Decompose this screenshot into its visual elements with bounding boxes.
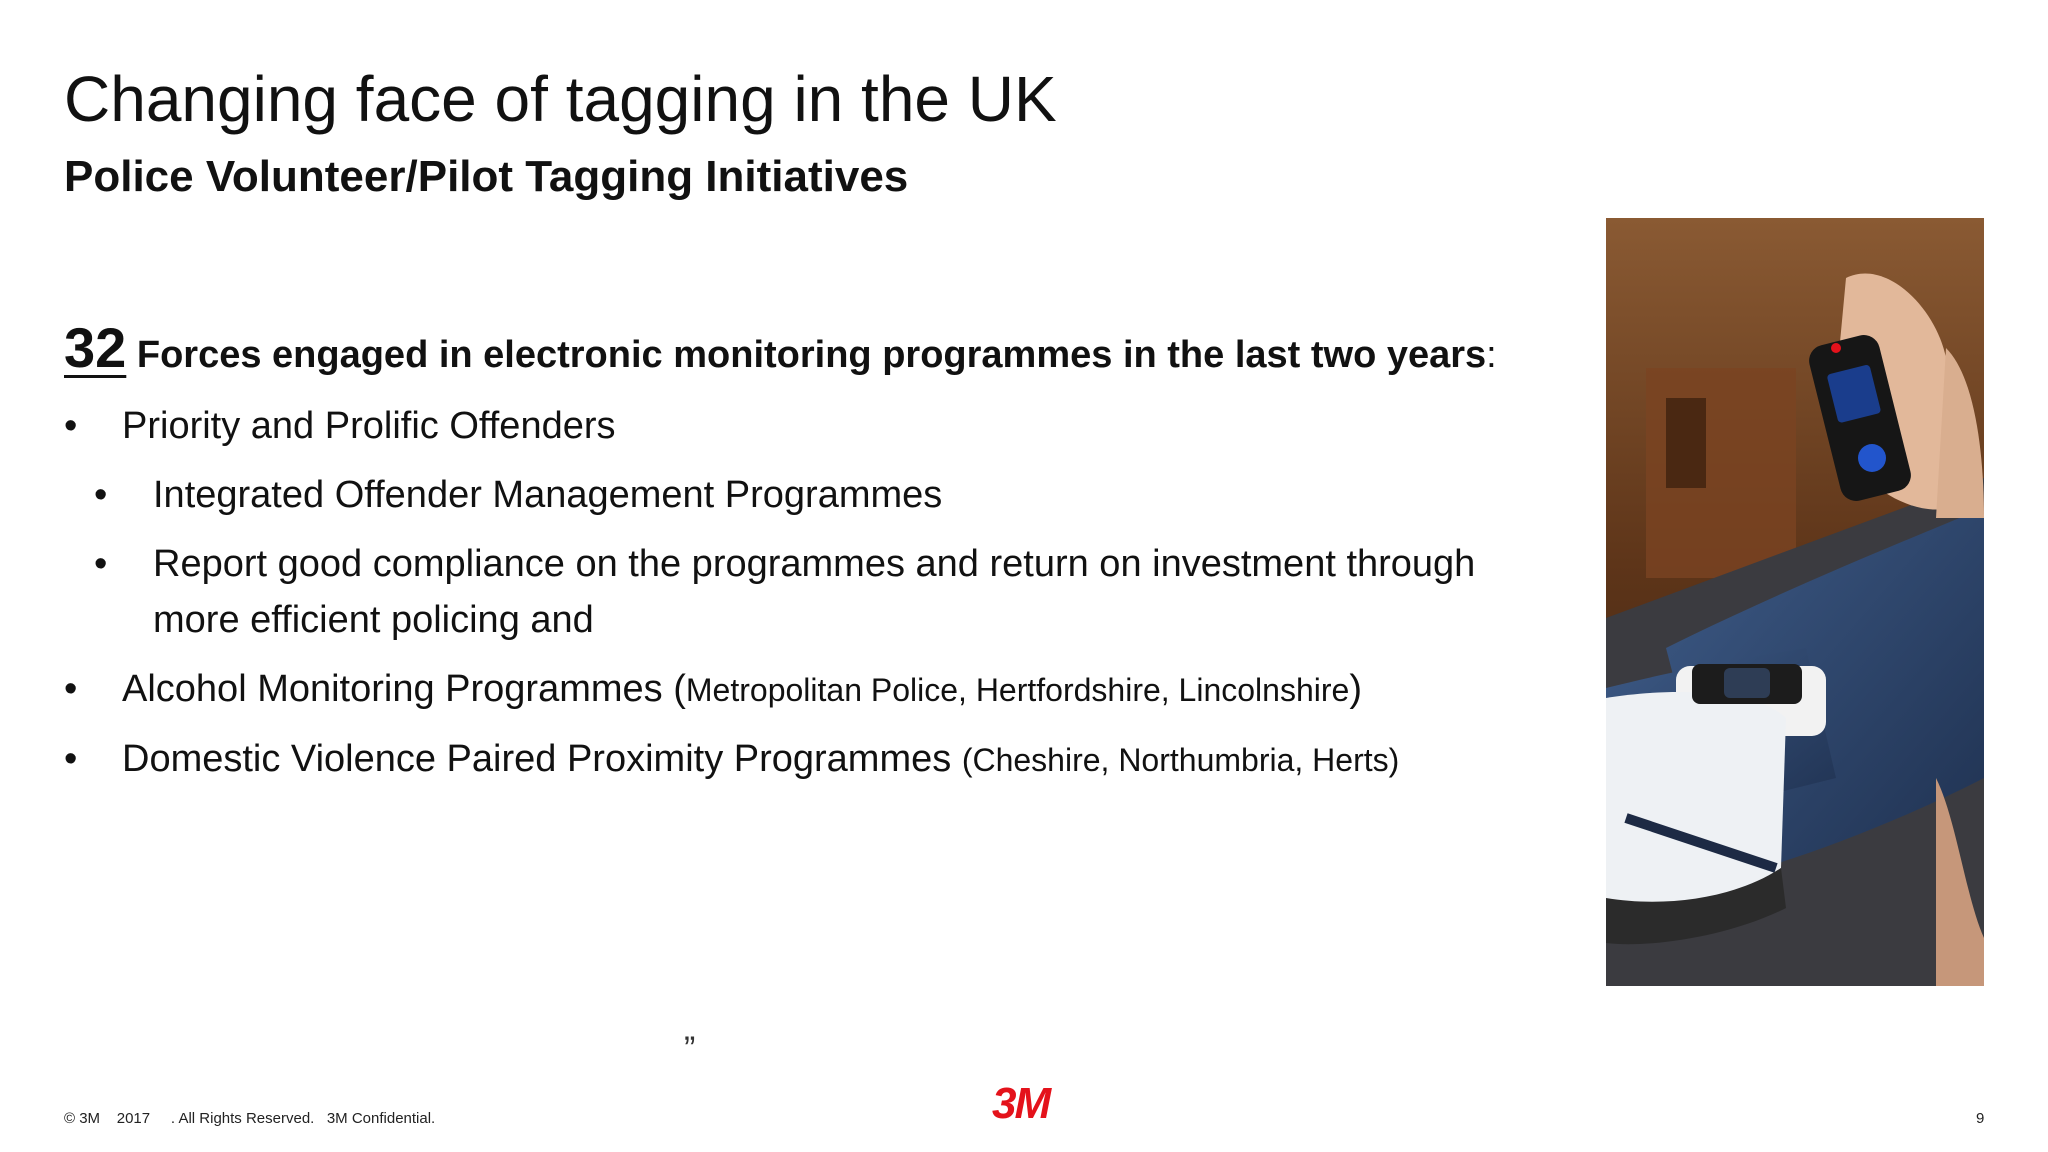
sub-bullet-item	[64, 536, 1504, 648]
bullet-text: Report good compliance on the programmes and return on investment through more efficient policing and	[153, 543, 1476, 641]
lead-statement	[64, 318, 1497, 385]
slide-subtitle: Police Volunteer/Pilot Tagging Initiatives	[64, 152, 909, 201]
page-number: 9	[1976, 1110, 1985, 1127]
lead-colon: :	[1486, 334, 1497, 376]
bullet-text: Priority and Prolific Offenders	[122, 405, 616, 447]
bullet-dot: •	[64, 405, 78, 447]
ankle-monitor-photo-icon	[1606, 218, 1984, 986]
sub-bullet-item	[64, 467, 1504, 523]
bullet-item	[64, 661, 1504, 718]
bullet-detail: Metropolitan Police, Hertfordshire, Lincolnshire	[685, 672, 1350, 708]
bullet-text: Domestic Violence Paired Proximity Programmes	[122, 738, 962, 780]
forces-count: 32	[64, 316, 127, 379]
bullet-item	[64, 398, 1504, 454]
3m-logo: 3M	[992, 1079, 1050, 1128]
bullet-dot: •	[94, 474, 108, 516]
bullet-item	[64, 731, 1504, 788]
slide-title: Changing face of tagging in the UK	[64, 63, 1057, 135]
ankle-monitor-photo	[1606, 218, 1984, 986]
bullet-text: Alcohol Monitoring Programmes (	[122, 668, 686, 710]
footer-copyright: © 3M 2017 . All Rights Reserved. 3M Confidential.	[64, 1110, 436, 1127]
bullet-dot: •	[64, 738, 78, 780]
stray-quote-mark: ”	[684, 1030, 696, 1068]
bullet-dot: •	[94, 543, 108, 585]
bullet-text: Integrated Offender Management Programmes	[153, 474, 943, 516]
bullet-list	[64, 398, 1504, 801]
lead-text: Forces engaged in electronic monitoring programmes in the last two years	[126, 334, 1487, 376]
bullet-detail: (Cheshire, Northumbria, Herts)	[961, 742, 1400, 778]
bullet-tail: )	[1349, 668, 1362, 710]
bullet-dot: •	[64, 668, 78, 710]
